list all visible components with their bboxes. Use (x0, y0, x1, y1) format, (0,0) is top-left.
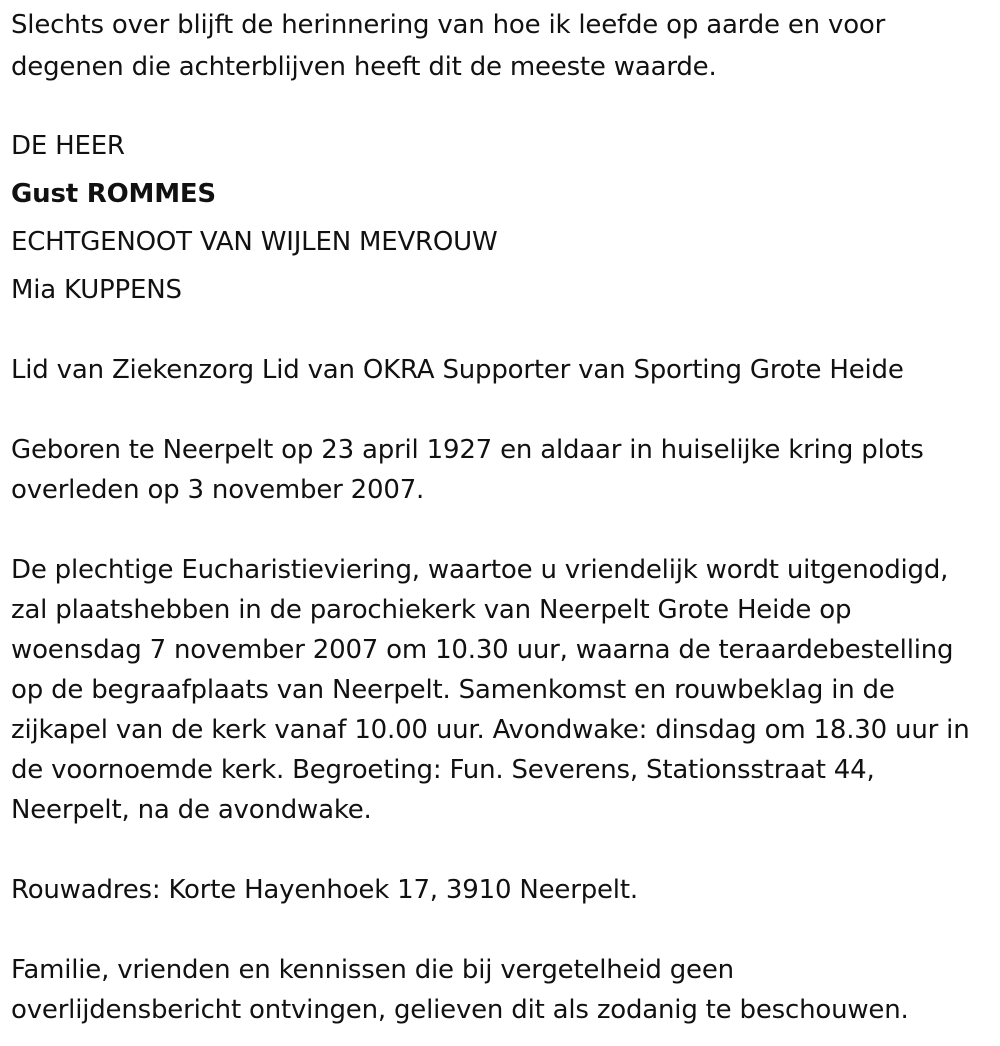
mourning-address: Rouwadres: Korte Hayenhoek 17, 3910 Neerpelt. (11, 875, 638, 905)
memberships: Lid van Ziekenzorg Lid van OKRA Supporter van Sporting Grote Heide (11, 355, 904, 385)
birth-death-line-1: Geboren te Neerpelt op 23 april 1927 en aldaar in huiselijke kring plots (11, 435, 924, 465)
ceremony-line-3: woensdag 7 november 2007 om 10.30 uur, waarna de teraardebestelling (11, 635, 954, 665)
birth-death-line-2: overleden op 3 november 2007. (11, 475, 425, 505)
intro-line-2: degenen die achterblijven heeft dit de meeste waarde. (11, 52, 717, 82)
ceremony-line-2: zal plaatshebben in de parochiekerk van Neerpelt Grote Heide op (11, 595, 852, 625)
ceremony-line-5: zijkapel van de kerk vanaf 10.00 uur. Avondwake: dinsdag om 18.30 uur in (11, 715, 970, 745)
closing-line-1: Familie, vrienden en kennissen die bij vergetelheid geen (11, 955, 734, 985)
deceased-name: Gust ROMMES (11, 179, 216, 209)
relation: ECHTGENOOT VAN WIJLEN MEVROUW (11, 227, 498, 257)
closing-line-2: overlijdensbericht ontvingen, gelieven dit als zodanig te beschouwen. (11, 995, 909, 1025)
ceremony-line-6: de voornoemde kerk. Begroeting: Fun. Severens, Stationsstraat 44, (11, 755, 875, 785)
ceremony-line-1: De plechtige Eucharistieviering, waartoe u vriendelijk wordt uitgenodigd, (11, 555, 949, 585)
intro-line-1: Slechts over blijft de herinnering van hoe ik leefde op aarde en voor (11, 10, 886, 40)
ceremony-line-7: Neerpelt, na de avondwake. (11, 795, 372, 825)
spouse-name: Mia KUPPENS (11, 275, 182, 305)
honorific: DE HEER (11, 131, 125, 161)
ceremony-line-4: op de begraafplaats van Neerpelt. Samenkomst en rouwbeklag in de (11, 675, 895, 705)
